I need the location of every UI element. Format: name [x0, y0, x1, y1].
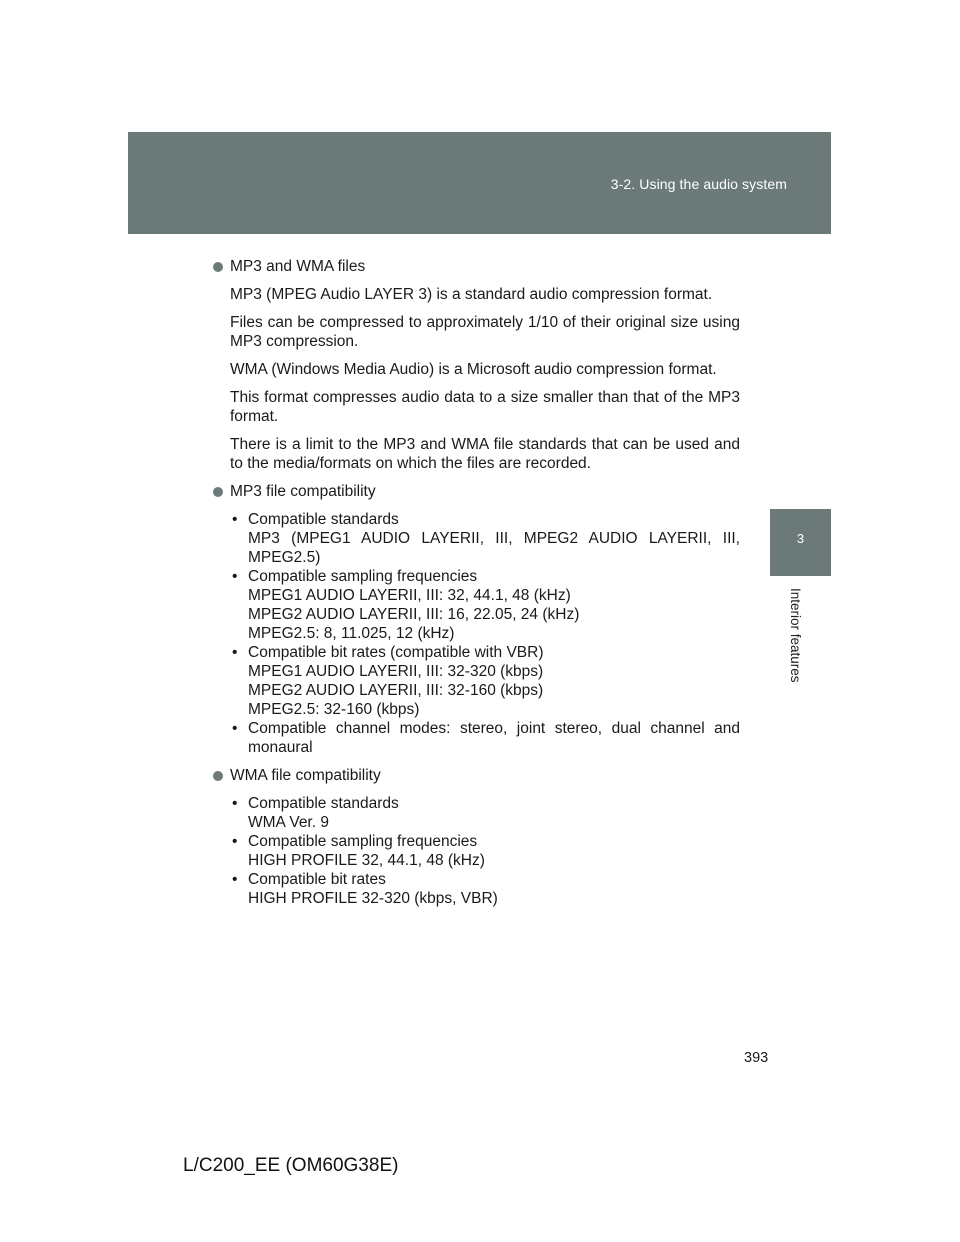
section-heading-mp3-wma-files — [212, 257, 740, 276]
list-item — [230, 832, 740, 870]
paragraph: There is a limit to the MP3 and WMA file standards that can be used and to the media/formats on which the files are recorded. — [230, 436, 740, 472]
list-item-label: Compatible bit rates — [248, 871, 386, 888]
list-marker: • — [232, 511, 238, 528]
list-item-label: Compatible bit rates (compatible with VBR) — [248, 644, 544, 661]
list-item — [230, 643, 740, 719]
chapter-number: 3 — [796, 531, 805, 546]
section-header-title: 3-2. Using the audio system — [610, 176, 787, 192]
section-heading-wma-compatibility — [212, 766, 740, 785]
paragraph: Files can be compressed to approximately 1/10 of their original size using MP3 compression. — [230, 314, 740, 350]
list-item-detail: MPEG2.5) — [248, 549, 321, 566]
list-item-detail: HIGH PROFILE 32, 44.1, 48 (kHz) — [248, 852, 485, 869]
page-number: 393 — [744, 1050, 769, 1066]
paragraph: This format compresses audio data to a size smaller than that of the MP3 format. — [230, 389, 740, 425]
list-item-detail: HIGH PROFILE 32-320 (kbps, VBR) — [248, 890, 498, 907]
section-heading-mp3-compatibility — [212, 482, 740, 501]
list-marker: • — [232, 795, 238, 812]
list-marker: • — [232, 644, 238, 661]
list-item-detail: MPEG1 AUDIO LAYERII, III: 32-320 (kbps) — [248, 663, 544, 680]
chapter-tab — [770, 509, 831, 576]
list-item-label: Compatible sampling frequencies — [248, 568, 478, 585]
footer-document-code: L/C200_EE (OM60G38E) — [183, 1155, 399, 1176]
bullet-dot-icon — [213, 262, 223, 272]
list-marker: • — [232, 720, 238, 737]
list-item-detail: MPEG1 AUDIO LAYERII, III: 32, 44.1, 48 (kHz) — [248, 587, 571, 604]
list-item-detail: MPEG2.5: 32-160 (kbps) — [248, 701, 420, 718]
list-item-detail: MP3 (MPEG1 AUDIO LAYERII, III, MPEG2 AUDIO LAYERII, III, — [248, 530, 740, 547]
mp3-compat-list — [230, 510, 740, 757]
list-item — [230, 510, 740, 567]
section-heading-text: MP3 file compatibility — [230, 483, 376, 500]
chapter-title: Interior features — [788, 588, 803, 683]
list-item-detail: WMA Ver. 9 — [248, 814, 329, 831]
list-marker: • — [232, 568, 238, 585]
list-item — [230, 567, 740, 643]
list-item-label: Compatible standards — [248, 795, 399, 812]
wma-compat-list — [230, 794, 740, 908]
bullet-dot-icon — [213, 771, 223, 781]
list-item-label: Compatible sampling frequencies — [248, 833, 478, 850]
header-band — [128, 132, 831, 234]
paragraph: MP3 (MPEG Audio LAYER 3) is a standard audio compression format. — [230, 286, 713, 303]
list-marker: • — [232, 871, 238, 888]
list-item-detail: MPEG2 AUDIO LAYERII, III: 16, 22.05, 24 (kHz) — [248, 606, 580, 623]
list-marker: • — [232, 833, 238, 850]
bullet-dot-icon — [213, 487, 223, 497]
paragraph: WMA (Windows Media Audio) is a Microsoft audio compression format. — [230, 361, 717, 378]
section-heading-text: MP3 and WMA files — [230, 258, 366, 275]
list-item — [230, 719, 740, 757]
section-heading-text: WMA file compatibility — [230, 767, 381, 784]
list-item-label: Compatible channel modes: stereo, joint stereo, dual channel and monaural — [248, 720, 740, 756]
list-item-detail: MPEG2 AUDIO LAYERII, III: 32-160 (kbps) — [248, 682, 544, 699]
list-item-detail: MPEG2.5: 8, 11.025, 12 (kHz) — [248, 625, 455, 642]
list-item-label: Compatible standards — [248, 511, 399, 528]
list-item — [230, 794, 740, 832]
page-content — [212, 257, 740, 917]
list-item — [230, 870, 740, 908]
